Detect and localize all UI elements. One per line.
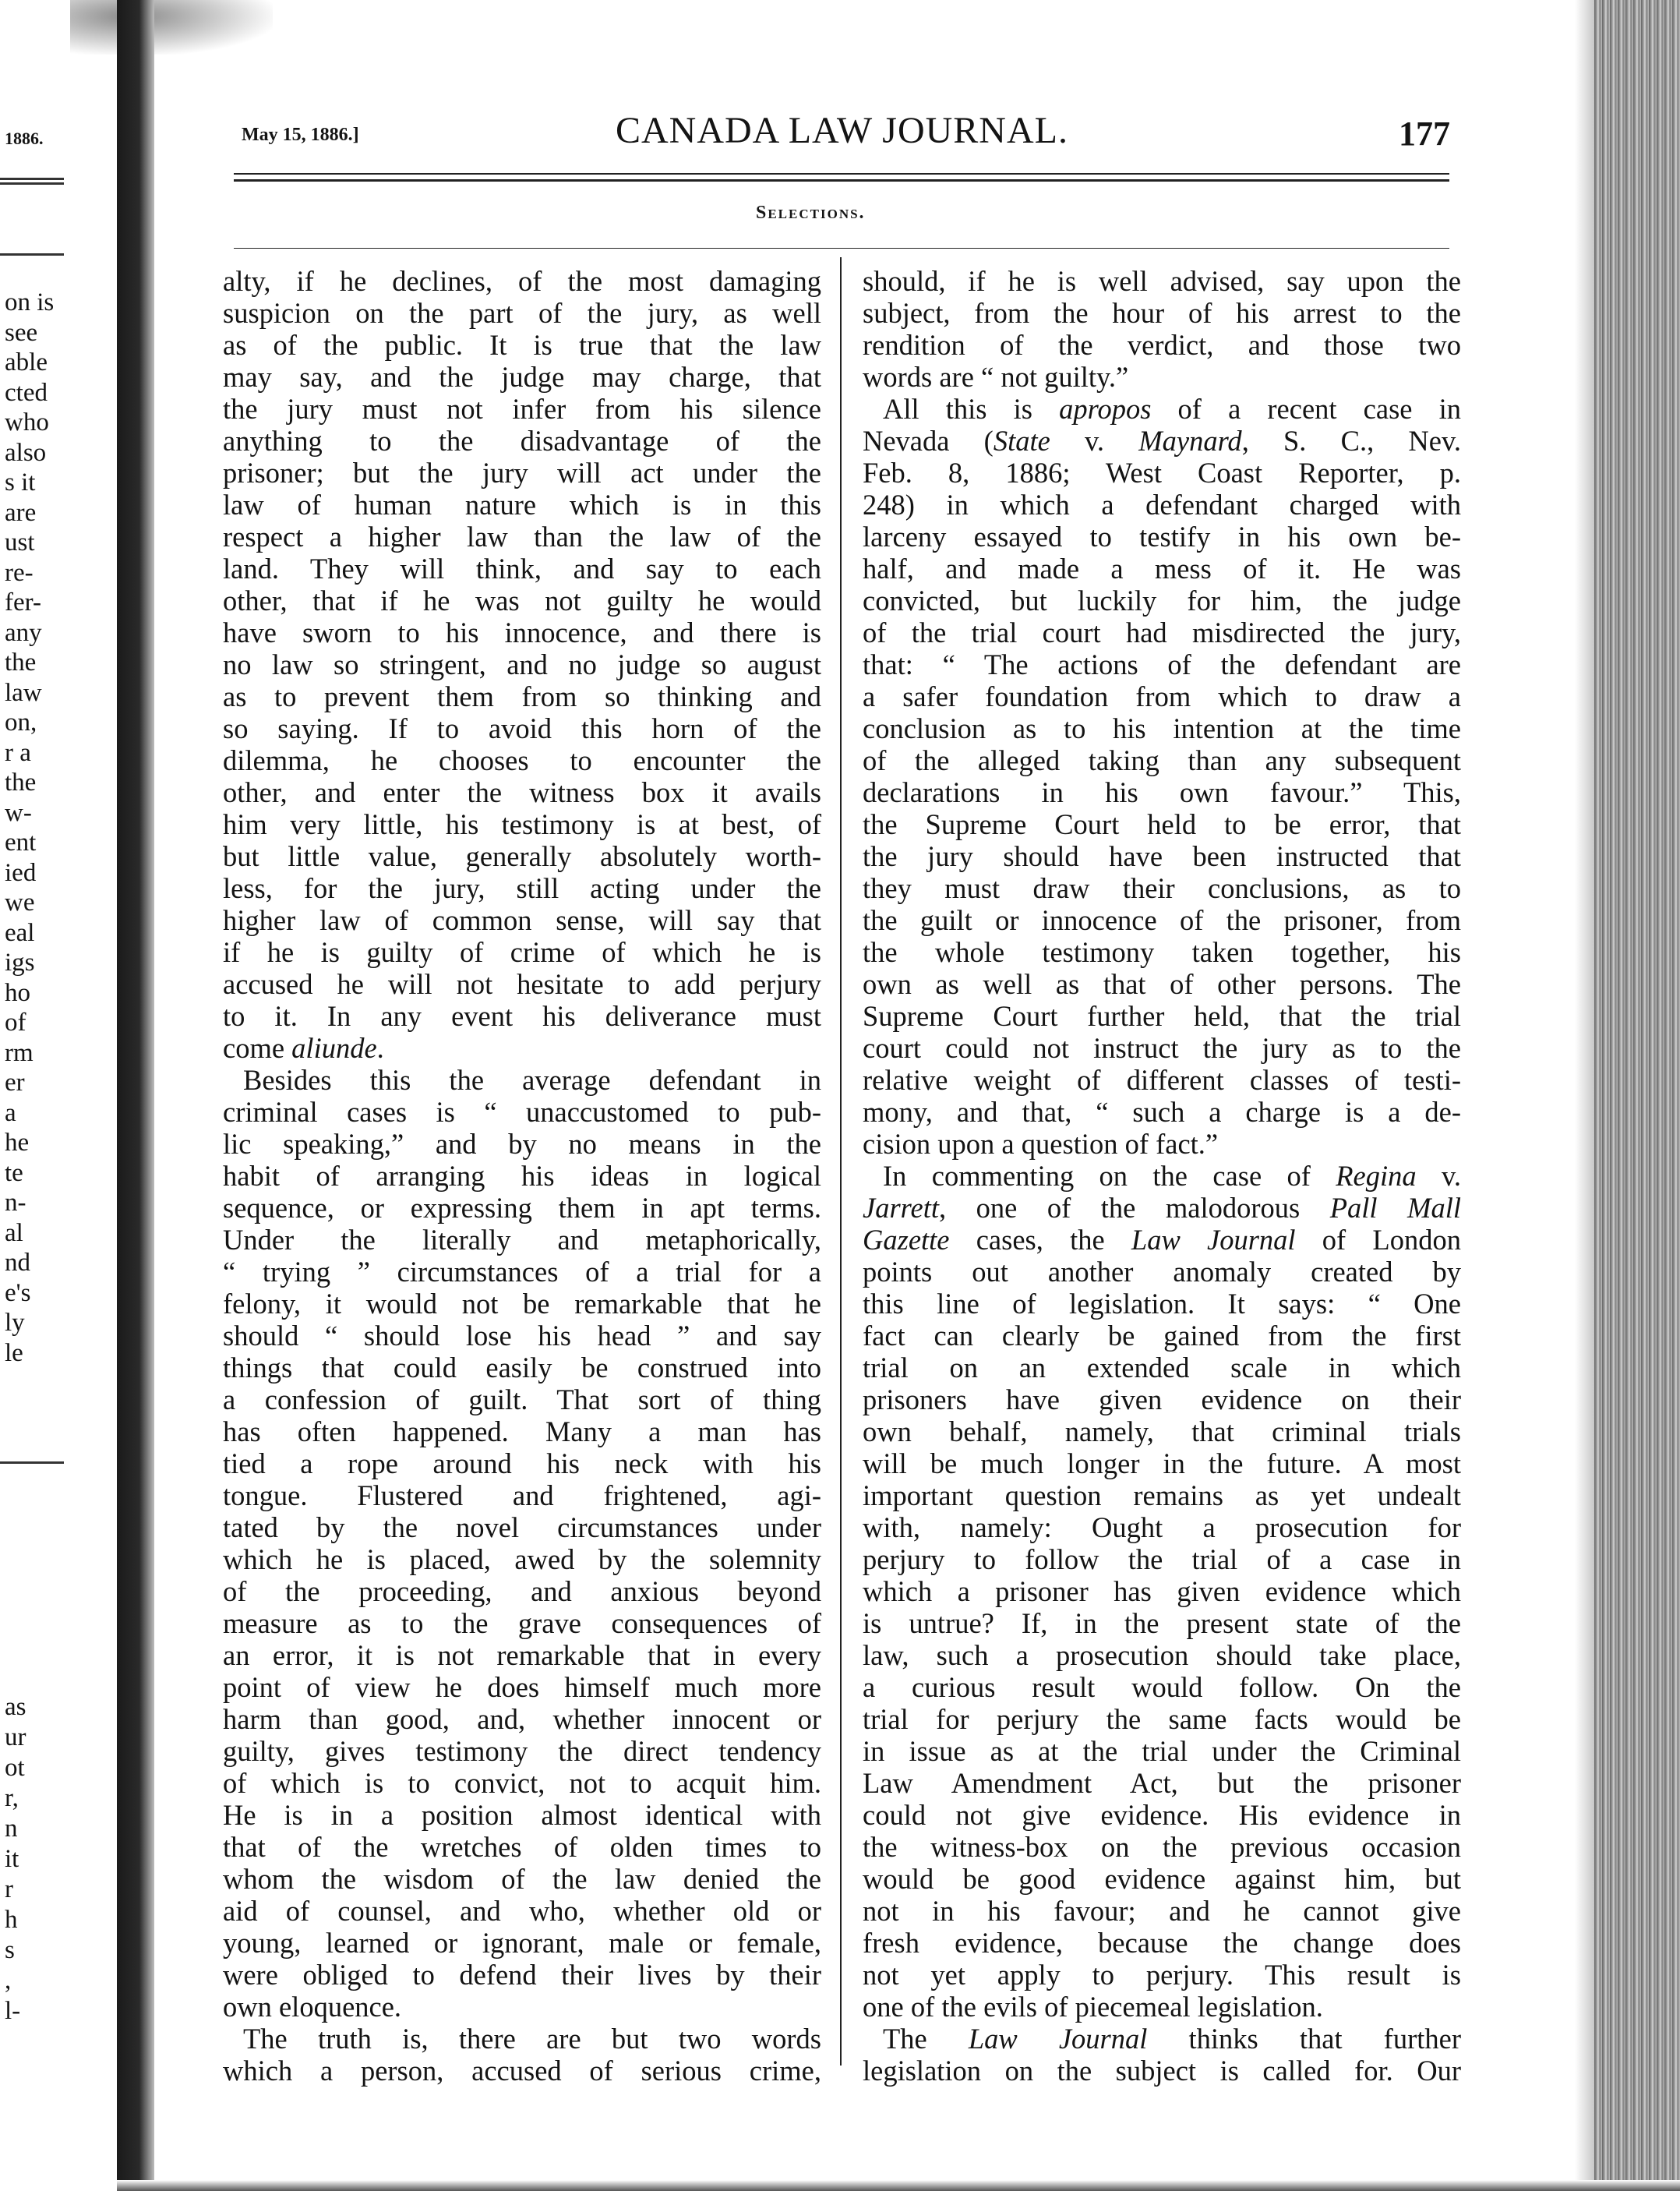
text-line: Nevada (State v. Maynard, S. C., Nev. <box>863 425 1461 457</box>
text-line: one of the evils of piecemeal legislation. <box>863 1991 1323 2023</box>
text-line: tongue. Flustered and frightened, agi- <box>223 1479 821 1511</box>
text-line: things that could easily be construed into <box>223 1352 821 1384</box>
text-line: of the trial court had misdirected the jury, <box>863 617 1461 648</box>
previous-page-line: ot <box>5 1754 25 1782</box>
previous-page-line: as <box>5 1693 26 1721</box>
column-divider <box>840 257 842 2066</box>
text-line: points out another anomaly created by <box>863 1256 1461 1288</box>
text-line: of the proceeding, and anxious beyond <box>223 1575 821 1607</box>
text-line: in issue as at the trial under the Criminal <box>863 1735 1461 1767</box>
text-line: conclusion as to his intention at the time <box>863 712 1461 744</box>
text-line: other, that if he was not guilty he would <box>223 585 821 617</box>
previous-page-line: re- <box>5 558 34 587</box>
text-line: sequence, or expressing them in apt terms. <box>223 1192 821 1224</box>
text-line: “ trying ” circumstances of a trial for a <box>223 1256 821 1288</box>
text-line: the Supreme Court held to be error, that <box>863 808 1461 840</box>
text-line: trial on an extended scale in which <box>863 1352 1461 1384</box>
section-rule <box>234 248 1449 249</box>
text-line: larceny essayed to testify in his own be- <box>863 521 1461 553</box>
previous-page-line: er <box>5 1069 25 1097</box>
text-line: have sworn to his innocence, and there is <box>223 617 821 648</box>
text-line: that of the wretches of olden times to <box>223 1831 821 1863</box>
text-line: as of the public. It is true that the law <box>223 329 821 361</box>
section-heading: Selections. <box>756 203 866 223</box>
text-line: not yet apply to perjury. This result is <box>863 1959 1461 1991</box>
binding-gutter-shadow <box>117 0 154 2191</box>
text-line: trial for perjury the same facts would be <box>863 1703 1461 1735</box>
text-line: would be good evidence against him, but <box>863 1863 1461 1895</box>
previous-page-line: a <box>5 1098 16 1127</box>
text-line: a confession of guilt. That sort of thing <box>223 1384 821 1415</box>
text-line: if he is guilty of crime of which he is <box>223 936 821 968</box>
text-line: of which is to convict, not to acquit him. <box>223 1767 821 1799</box>
text-line: as to prevent them from so thinking and <box>223 680 821 712</box>
previous-page-line: law <box>5 678 42 707</box>
text-line: criminal cases is “ unaccustomed to pub- <box>223 1096 821 1128</box>
text-line: a curious result would follow. On the <box>863 1671 1461 1703</box>
text-line: declarations in his own favour.” This, <box>863 776 1461 808</box>
previous-page-line: ust <box>5 528 35 557</box>
previous-page-line: see <box>5 318 38 347</box>
previous-page-line: it <box>5 1845 19 1873</box>
text-line: Under the literally and metaphorically, <box>223 1224 821 1256</box>
previous-page-line: ied <box>5 858 37 887</box>
previous-page-header: 1886. <box>5 129 44 148</box>
text-line: they must draw their conclusions, as to <box>863 872 1461 904</box>
previous-page-line: the <box>5 648 37 677</box>
issue-date: May 15, 1886.] <box>242 125 359 145</box>
text-line: the jury must not infer from his silence <box>223 393 821 425</box>
text-line: were obliged to defend their lives by their <box>223 1959 821 1991</box>
previous-page-line: ho <box>5 978 30 1007</box>
text-line: other, and enter the witness box it avails <box>223 776 821 808</box>
previous-page-rule <box>0 178 64 180</box>
text-line: should, if he is well advised, say upon the <box>863 265 1461 297</box>
text-line: so saying. If to avoid this horn of the <box>223 712 821 744</box>
previous-page-line: l- <box>5 1997 21 2025</box>
text-line: perjury to follow the trial of a case in <box>863 1543 1461 1575</box>
text-line: dilemma, he chooses to encounter the <box>223 744 821 776</box>
text-line: fresh evidence, because the change does <box>863 1927 1461 1959</box>
text-line: which he is placed, awed by the solemnity <box>223 1543 821 1575</box>
previous-page-line: h <box>5 1906 18 1934</box>
text-line: to it. In any event his deliverance must <box>223 1000 821 1032</box>
text-line: but little value, generally absolutely worth- <box>223 840 821 872</box>
text-line: respect a higher law than the law of the <box>223 521 821 553</box>
text-line: not in his favour; and he cannot give <box>863 1895 1461 1927</box>
previous-page-line: , <box>5 1967 12 1995</box>
text-line: measure as to the grave consequences of <box>223 1607 821 1639</box>
text-line: point of view he does himself much more <box>223 1671 821 1703</box>
previous-page-fragment <box>0 0 75 2191</box>
previous-page-line: who <box>5 408 49 436</box>
text-line: the jury should have been instructed that <box>863 840 1461 872</box>
text-line: own behalf, namely, that criminal trials <box>863 1415 1461 1447</box>
previous-page-line: al <box>5 1218 23 1247</box>
text-line: prisoners have given evidence on their <box>863 1384 1461 1415</box>
text-line: convicted, but luckily for him, the judge <box>863 585 1461 617</box>
text-line: no law so stringent, and no judge so august <box>223 648 821 680</box>
text-line: higher law of common sense, will say that <box>223 904 821 936</box>
text-line: tied a rope around his neck with his <box>223 1447 821 1479</box>
text-line: words are “ not guilty.” <box>863 361 1129 393</box>
previous-page-rule <box>0 182 64 185</box>
text-line: important question remains as yet undealt <box>863 1479 1461 1511</box>
text-line: accused he will not hesitate to add perjury <box>223 968 821 1000</box>
previous-page-line: are <box>5 498 37 527</box>
text-line: 248) in which a defendant charged with <box>863 489 1461 521</box>
text-line: lic speaking,” and by no means in the <box>223 1128 821 1160</box>
previous-page-line: w- <box>5 798 32 827</box>
text-line: cision upon a question of fact.” <box>863 1128 1219 1160</box>
bottom-edge-shadow <box>117 2180 1680 2191</box>
text-line: that: “ The actions of the defendant are <box>863 648 1461 680</box>
text-line: this line of legislation. It says: “ One <box>863 1288 1461 1320</box>
previous-page-line: r, <box>5 1784 19 1812</box>
text-line: could not give evidence. His evidence in <box>863 1799 1461 1831</box>
previous-page-line: of <box>5 1009 26 1037</box>
page-number: 177 <box>1399 115 1450 153</box>
text-line: the whole testimony taken together, his <box>863 936 1461 968</box>
text-line: harm than good, and, whether innocent or <box>223 1703 821 1735</box>
previous-page-line: n- <box>5 1189 26 1217</box>
text-line: aid of counsel, and who, whether old or <box>223 1895 821 1927</box>
previous-page-line: le <box>5 1338 23 1367</box>
previous-page-rule <box>0 253 64 256</box>
text-line: own as well as that of other persons. The <box>863 968 1461 1000</box>
text-line: He is in a position almost identical with <box>223 1799 821 1831</box>
text-line: Gazette cases, the Law Journal of London <box>863 1224 1461 1256</box>
text-line: should “ should lose his head ” and say <box>223 1320 821 1352</box>
previous-page-line: the <box>5 769 37 797</box>
previous-page-line: rm <box>5 1038 34 1067</box>
text-line: come aliunde. <box>223 1032 384 1064</box>
scan-shadow-top <box>70 0 273 55</box>
previous-page-line: nd <box>5 1249 30 1277</box>
previous-page-line: e's <box>5 1278 31 1307</box>
previous-page-line: n <box>5 1815 18 1843</box>
text-line: the witness-box on the previous occasion <box>863 1831 1461 1863</box>
text-line: subject, from the hour of his arrest to the <box>863 297 1461 329</box>
previous-page-line: r <box>5 1875 13 1903</box>
previous-page-line: on is <box>5 288 55 316</box>
header-rule <box>234 179 1449 182</box>
text-line: which a person, accused of serious crime, <box>223 2055 821 2087</box>
text-line: has often happened. Many a man has <box>223 1415 821 1447</box>
text-line: law of human nature which is in this <box>223 489 821 521</box>
text-line: which a prisoner has given evidence which <box>863 1575 1461 1607</box>
previous-page-line: able <box>5 348 48 376</box>
text-line: an error, it is not remarkable that in every <box>223 1639 821 1671</box>
previous-page-line: any <box>5 618 42 647</box>
previous-page-line: on, <box>5 709 37 737</box>
previous-page-line: igs <box>5 949 35 977</box>
page-stack-edge <box>1594 0 1680 2191</box>
previous-page-line: te <box>5 1158 23 1187</box>
text-line: rendition of the verdict, and those two <box>863 329 1461 361</box>
text-line: relative weight of different classes of testi- <box>863 1064 1461 1096</box>
text-line: own eloquence. <box>223 1991 402 2023</box>
text-line: suspicion on the part of the jury, as well <box>223 297 821 329</box>
text-line: him very little, his testimony is at best, of <box>223 808 821 840</box>
text-line: mony, and that, “ such a charge is a de- <box>863 1096 1461 1128</box>
text-line: habit of arranging his ideas in logical <box>223 1160 821 1192</box>
left-column <box>223 265 821 2087</box>
previous-page-line: eal <box>5 918 35 947</box>
text-line: a safer foundation from which to draw a <box>863 680 1461 712</box>
previous-page-line: ur <box>5 1723 26 1751</box>
text-line: In commenting on the case of Regina v. <box>883 1160 1461 1192</box>
text-line: The Law Journal thinks that further <box>883 2023 1461 2055</box>
previous-page-line: s it <box>5 468 36 497</box>
text-line: young, learned or ignorant, male or female, <box>223 1927 821 1959</box>
text-line: less, for the jury, still acting under the <box>223 872 821 904</box>
text-line: Supreme Court further held, that the trial <box>863 1000 1461 1032</box>
text-line: with, namely: Ought a prosecution for <box>863 1511 1461 1543</box>
text-line: legislation on the subject is called for. Our <box>863 2055 1461 2087</box>
header-rule <box>234 173 1449 175</box>
text-line: The truth is, there are but two words <box>243 2023 821 2055</box>
previous-page-line: we <box>5 889 35 917</box>
previous-page-line: cted <box>5 378 48 407</box>
previous-page-rule <box>0 1461 64 1464</box>
text-line: whom the wisdom of the law denied the <box>223 1863 821 1895</box>
previous-page-line: he <box>5 1129 30 1157</box>
text-line: tated by the novel circumstances under <box>223 1511 821 1543</box>
text-line: may say, and the judge may charge, that <box>223 361 821 393</box>
text-line: Feb. 8, 1886; West Coast Reporter, p. <box>863 457 1461 489</box>
previous-page-line: ent <box>5 829 37 857</box>
previous-page-line: ly <box>5 1309 25 1337</box>
text-line: prisoner; but the jury will act under the <box>223 457 821 489</box>
text-line: Law Amendment Act, but the prisoner <box>863 1767 1461 1799</box>
text-line: is untrue? If, in the present state of the <box>863 1607 1461 1639</box>
text-line: will be much longer in the future. A most <box>863 1447 1461 1479</box>
right-edge-fade <box>1575 0 1594 2191</box>
text-line: guilty, gives testimony the direct tendency <box>223 1735 821 1767</box>
text-line: alty, if he declines, of the most damaging <box>223 265 821 297</box>
text-line: court could not instruct the jury as to the <box>863 1032 1461 1064</box>
text-line: the guilt or innocence of the prisoner, from <box>863 904 1461 936</box>
previous-page-line: fer- <box>5 588 41 617</box>
text-line: All this is apropos of a recent case in <box>883 393 1461 425</box>
text-line: land. They will think, and say to each <box>223 553 821 585</box>
previous-page-line: also <box>5 438 47 467</box>
text-line: half, and made a mess of it. He was <box>863 553 1461 585</box>
text-line: law, such a prosecution should take place, <box>863 1639 1461 1671</box>
previous-page-line: r a <box>5 738 31 767</box>
journal-title: CANADA LAW JOURNAL. <box>616 110 1068 151</box>
text-line: felony, it would not be remarkable that he <box>223 1288 821 1320</box>
text-line: of the alleged taking than any subsequent <box>863 744 1461 776</box>
text-line: anything to the disadvantage of the <box>223 425 821 457</box>
text-line: fact can clearly be gained from the first <box>863 1320 1461 1352</box>
right-column <box>863 265 1461 2087</box>
previous-page-line: s <box>5 1936 15 1964</box>
text-line: Jarrett, one of the malodorous Pall Mall <box>863 1192 1461 1224</box>
text-line: Besides this the average defendant in <box>243 1064 821 1096</box>
